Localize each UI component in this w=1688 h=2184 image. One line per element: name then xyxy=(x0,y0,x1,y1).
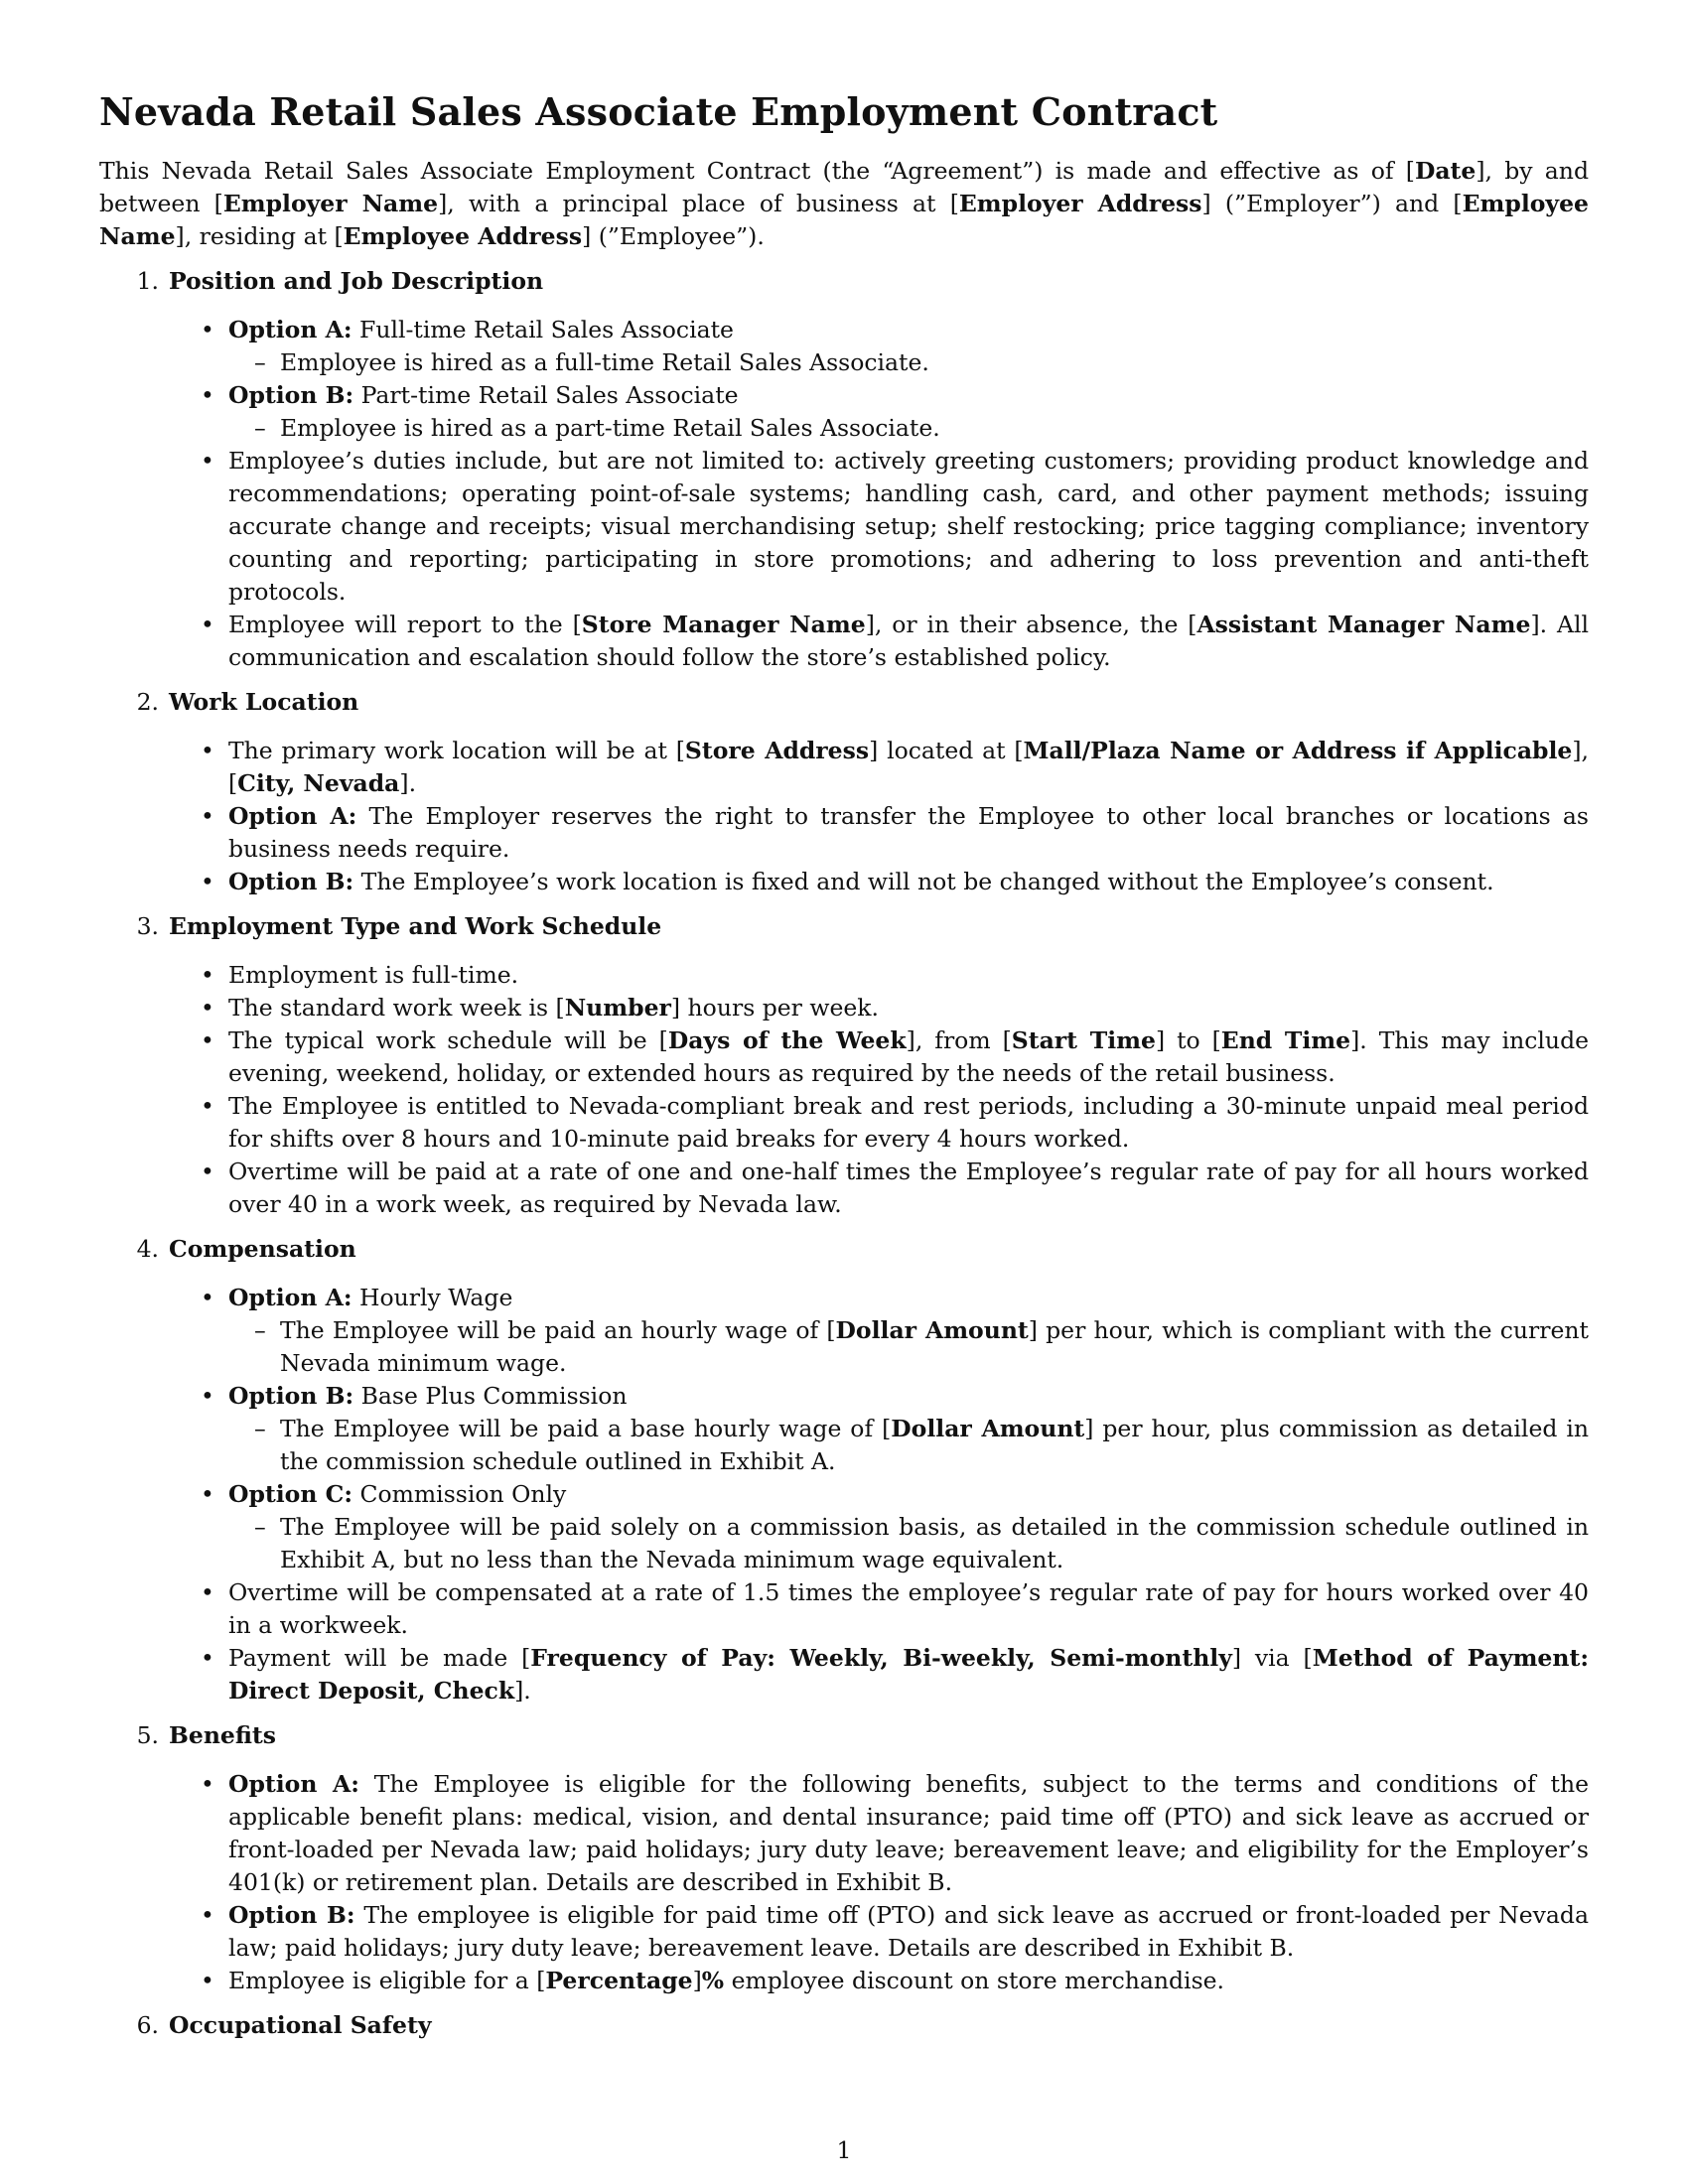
option-label: Option C: xyxy=(228,1480,353,1508)
bullet-icon: • xyxy=(201,1770,214,1798)
item-text: Payment will be made [ xyxy=(228,1644,531,1672)
item-text: The Employer reserves the right to transfer the Employee to other local branches or locations as business needs require. xyxy=(228,802,1589,863)
sub-list xyxy=(228,412,1589,445)
list-item xyxy=(201,1965,1589,1997)
list-item xyxy=(201,445,1589,609)
dash-icon: – xyxy=(254,1513,266,1541)
section-heading xyxy=(99,910,1589,943)
city-placeholder: City, Nevada xyxy=(237,769,400,797)
sub-list xyxy=(228,1413,1589,1478)
list-item xyxy=(201,1478,1589,1576)
bullet-icon: • xyxy=(201,1284,214,1311)
bullet-icon: • xyxy=(201,737,214,764)
document-title: Nevada Retail Sales Associate Employment Contract xyxy=(99,89,1218,134)
bullet-icon: • xyxy=(201,1092,214,1120)
sub-list-item xyxy=(254,412,1589,445)
item-text: ]. xyxy=(399,769,417,797)
list-item xyxy=(201,1282,1589,1380)
section-heading xyxy=(99,1719,1589,1752)
sub-list xyxy=(228,1314,1589,1380)
item-text: Hourly Wage xyxy=(352,1284,513,1311)
bullet-icon: • xyxy=(201,802,214,830)
bullet-icon: • xyxy=(201,1026,214,1054)
option-label: Option A: xyxy=(228,1770,359,1798)
employer-name-placeholder: Employer Name xyxy=(222,190,439,217)
end-time-placeholder: End Time xyxy=(1220,1026,1351,1054)
bullet-icon: • xyxy=(201,1382,214,1410)
section-heading xyxy=(99,265,1589,298)
section-title: Occupational Safety xyxy=(169,2011,432,2039)
section-list xyxy=(99,314,1589,674)
item-text: ] located at [ xyxy=(869,737,1024,764)
list-item xyxy=(201,992,1589,1024)
dash-icon: – xyxy=(254,348,266,376)
section-title: Benefits xyxy=(169,1721,277,1749)
list-item xyxy=(201,735,1590,800)
bullet-icon: • xyxy=(201,1578,214,1606)
bullet-icon: • xyxy=(201,961,214,989)
list-item xyxy=(201,609,1589,674)
item-text: Overtime will be compensated at a rate of 1.5 times the employee’s regular rate of pay for hours worked over 40 in a workweek. xyxy=(228,1578,1589,1639)
section-list xyxy=(99,1768,1589,1997)
intro-paragraph xyxy=(99,155,1589,253)
bullet-icon: • xyxy=(201,994,214,1022)
item-text: The Employee will be paid an hourly wage of [ xyxy=(280,1316,836,1344)
option-label: Option B: xyxy=(228,1382,354,1410)
item-text: The typical work schedule will be [ xyxy=(228,1026,668,1054)
section-title: Employment Type and Work Schedule xyxy=(169,912,662,940)
dollar-amount-placeholder: Dollar Amount xyxy=(835,1316,1029,1344)
section-list xyxy=(99,1282,1589,1707)
item-text: ] xyxy=(692,1967,702,1994)
option-label: Option B: xyxy=(228,868,354,895)
item-text: employee discount on store merchandise. xyxy=(724,1967,1225,1994)
section-number: 5. xyxy=(136,1721,159,1749)
item-text: Base Plus Commission xyxy=(353,1382,628,1410)
percent-sign: % xyxy=(701,1967,725,1994)
sub-list xyxy=(228,346,1589,379)
item-text: ], [ xyxy=(228,737,1590,797)
item-text: The Employee is eligible for the following benefits, subject to the terms and conditions of the applicable benefit plans: medical, vision, and dental insurance; paid time off (PTO) and sick leave as accrued or front-loaded per Nevada law; paid holidays; jury duty leave; bereavement leave; and eligibility for the Employer’s 401(k) or retirement plan. Details are described in Exhibit B. xyxy=(228,1770,1589,1896)
item-text: Employee will report to the [ xyxy=(228,611,582,638)
intro-text: ] (”Employer”) and [ xyxy=(1201,190,1463,217)
store-address-placeholder: Store Address xyxy=(684,737,870,764)
intro-text: ] (”Employee”). xyxy=(582,222,765,250)
item-text: Part-time Retail Sales Associate xyxy=(353,381,739,409)
item-text: Employee is hired as a part-time Retail Sales Associate. xyxy=(280,414,940,442)
dash-icon: – xyxy=(254,1316,266,1344)
store-manager-placeholder: Store Manager Name xyxy=(581,611,866,638)
section-title: Work Location xyxy=(169,688,359,716)
start-time-placeholder: Start Time xyxy=(1011,1026,1156,1054)
item-text: Overtime will be paid at a rate of one and one-half times the Employee’s regular rate of pay for all hours worked over 40 in a work week, as required by Nevada law. xyxy=(228,1158,1589,1218)
section-benefits xyxy=(99,1719,1589,1997)
list-item xyxy=(201,1576,1589,1642)
section-heading xyxy=(99,1233,1589,1266)
item-text: The Employee is entitled to Nevada-compliant break and rest periods, including a 30-minute unpaid meal period for shifts over 8 hours and 10-minute paid breaks for every 4 hours worked. xyxy=(228,1092,1589,1153)
section-heading xyxy=(99,2009,1589,2042)
bullet-icon: • xyxy=(201,316,214,343)
employer-address-placeholder: Employer Address xyxy=(958,190,1202,217)
section-compensation xyxy=(99,1233,1589,1707)
option-label: Option B: xyxy=(228,1901,355,1929)
item-text: ] per hour, which is compliant with the current Nevada minimum wage. xyxy=(280,1316,1589,1377)
section-number: 4. xyxy=(136,1235,159,1263)
item-text: ], from [ xyxy=(906,1026,1012,1054)
dash-icon: – xyxy=(254,1415,266,1442)
list-item xyxy=(201,1380,1589,1478)
item-text: ]. All communication and escalation should follow the store’s established policy. xyxy=(228,611,1589,671)
sub-list xyxy=(228,1511,1589,1576)
list-item xyxy=(201,314,1589,379)
bullet-icon: • xyxy=(201,1967,214,1994)
item-text: The primary work location will be at [ xyxy=(228,737,685,764)
list-item xyxy=(201,866,1589,898)
option-label: Option B: xyxy=(228,381,354,409)
item-text: Full-time Retail Sales Associate xyxy=(352,316,734,343)
section-list xyxy=(99,959,1589,1221)
bullet-icon: • xyxy=(201,1158,214,1185)
item-text: ] via [ xyxy=(1231,1644,1313,1672)
item-text: ], or in their absence, the [ xyxy=(865,611,1197,638)
section-list xyxy=(99,735,1589,898)
hours-number-placeholder: Number xyxy=(564,994,671,1022)
bullet-icon: • xyxy=(201,447,214,475)
section-number: 2. xyxy=(136,688,159,716)
pay-frequency-placeholder: Frequency of Pay: Weekly, Bi-weekly, Semi-monthly xyxy=(530,1644,1232,1672)
dash-icon: – xyxy=(254,414,266,442)
bullet-icon: • xyxy=(201,1901,214,1929)
item-text: Employee is hired as a full-time Retail Sales Associate. xyxy=(280,348,929,376)
days-placeholder: Days of the Week xyxy=(667,1026,907,1054)
sub-list-item xyxy=(254,1413,1589,1478)
sub-list-item xyxy=(254,1314,1589,1380)
section-number: 6. xyxy=(136,2011,159,2039)
section-heading xyxy=(99,686,1589,719)
list-item xyxy=(201,379,1589,445)
item-text: The Employee’s work location is fixed and will not be changed without the Employee’s consent. xyxy=(353,868,1494,895)
list-item xyxy=(201,1024,1590,1090)
section-title: Position and Job Description xyxy=(169,267,544,295)
item-text: Employment is full-time. xyxy=(228,961,519,989)
item-text: Employee is eligible for a [ xyxy=(228,1967,546,1994)
option-label: Option A: xyxy=(228,802,357,830)
list-item xyxy=(201,959,1589,992)
item-text: ] to [ xyxy=(1155,1026,1221,1054)
item-text: ] hours per week. xyxy=(670,994,880,1022)
section-employment-type xyxy=(99,910,1589,1221)
item-text: The Employee will be paid solely on a commission basis, as detailed in the commission schedule outlined in Exhibit A, but no less than the Nevada minimum wage equivalent. xyxy=(280,1513,1589,1573)
section-position xyxy=(99,265,1589,674)
sub-list-item xyxy=(254,346,1589,379)
bullet-icon: • xyxy=(201,611,214,638)
list-item xyxy=(201,1768,1589,1899)
item-text: The Employee will be paid a base hourly wage of [ xyxy=(280,1415,892,1442)
bullet-icon: • xyxy=(201,868,214,895)
section-occupational-safety xyxy=(99,2009,1589,2042)
item-text: ] per hour, plus commission as detailed in the commission schedule outlined in Exhibit A. xyxy=(280,1415,1589,1475)
contract-page xyxy=(99,87,1589,2058)
option-label: Option A: xyxy=(228,1284,352,1311)
employee-address-placeholder: Employee Address xyxy=(343,222,583,250)
payment-method-placeholder: Method of Payment: Direct Deposit, Check xyxy=(228,1644,1589,1705)
bullet-icon: • xyxy=(201,1644,214,1672)
list-item xyxy=(201,1156,1589,1221)
section-number: 1. xyxy=(136,267,159,295)
bullet-icon: • xyxy=(201,1480,214,1508)
list-item xyxy=(201,800,1589,866)
percentage-placeholder: Percentage xyxy=(545,1967,693,1994)
intro-text: ], with a principal place of business at [ xyxy=(438,190,959,217)
item-text: Commission Only xyxy=(352,1480,567,1508)
intro-text: This Nevada Retail Sales Associate Employment Contract (the “Agreement”) is made and effective as of [ xyxy=(99,157,1415,185)
section-number: 3. xyxy=(136,912,159,940)
page-number: 1 xyxy=(836,2136,852,2164)
employee-name-placeholder: Employee Name xyxy=(99,190,1589,250)
dollar-amount-placeholder: Dollar Amount xyxy=(891,1415,1085,1442)
item-text: The employee is eligible for paid time off (PTO) and sick leave as accrued or front-loaded per Nevada law; paid holidays; jury duty leave; bereavement leave. Details are described in Exhibit B. xyxy=(228,1901,1589,1962)
item-text: ]. xyxy=(514,1677,531,1705)
item-text: Employee’s duties include, but are not limited to: actively greeting customers; providing product knowledge and recommendations; operating point-of-sale systems; handling cash, card, and other payment methods; issuing accurate change and receipts; visual merchandising setup; shelf restocking; price tagging compliance; inventory counting and reporting; participating in store promotions; and adhering to loss prevention and anti-theft protocols. xyxy=(228,447,1589,606)
item-text: ]. This may include evening, weekend, holiday, or extended hours as required by the needs of the retail business. xyxy=(228,1026,1590,1087)
bullet-icon: • xyxy=(201,381,214,409)
date-placeholder: Date xyxy=(1414,157,1477,185)
sub-list-item xyxy=(254,1511,1589,1576)
mall-name-placeholder: Mall/Plaza Name or Address if Applicable xyxy=(1023,737,1573,764)
list-item xyxy=(201,1642,1589,1707)
list-item xyxy=(201,1090,1589,1156)
option-label: Option A: xyxy=(228,316,352,343)
item-text: The standard work week is [ xyxy=(228,994,565,1022)
section-title: Compensation xyxy=(169,1235,356,1263)
section-work-location xyxy=(99,686,1589,898)
intro-text: ], residing at [ xyxy=(175,222,344,250)
assistant-manager-placeholder: Assistant Manager Name xyxy=(1196,611,1531,638)
list-item xyxy=(201,1899,1589,1965)
intro-text: ], by and between [ xyxy=(99,157,1589,217)
